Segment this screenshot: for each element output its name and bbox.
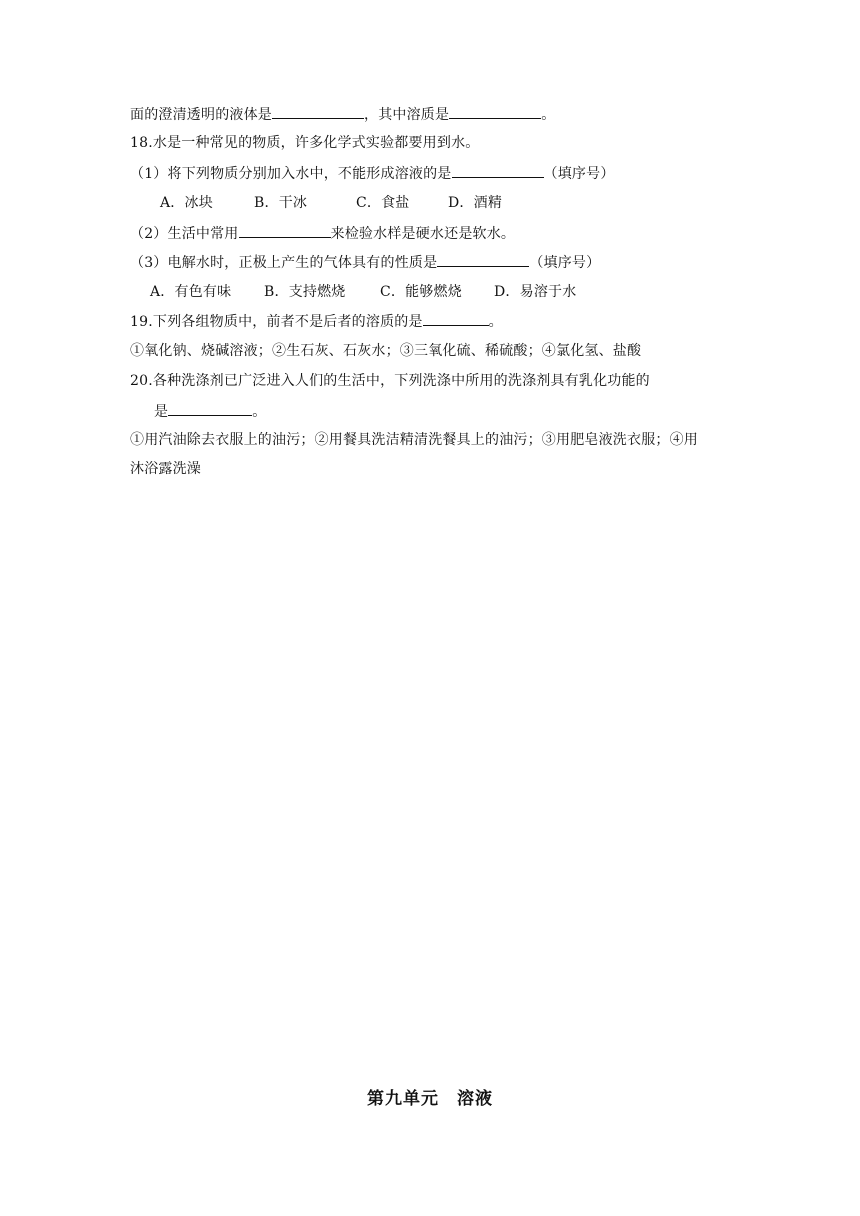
text: 19.下列各组物质中，前者不是后者的溶质的是: [130, 314, 423, 330]
question-18-part-1-options: [160, 193, 502, 213]
answer-blank[interactable]: [239, 223, 331, 238]
answer-blank[interactable]: [449, 104, 541, 119]
answer-blank[interactable]: [452, 163, 544, 178]
text: （填序号）: [543, 166, 615, 182]
answer-blank[interactable]: [272, 104, 364, 119]
option-a: A．有色有味: [150, 284, 232, 300]
answer-blank[interactable]: [437, 252, 529, 267]
option-d: D．易溶于水: [494, 284, 577, 300]
option-c: C．能够燃烧: [380, 284, 462, 300]
answer-blank[interactable]: [423, 311, 489, 326]
text: 。: [252, 404, 267, 420]
text: 面的澄清透明的液体是: [130, 107, 272, 123]
question-18-part-1: [130, 163, 615, 184]
question-18-part-3: [130, 252, 600, 273]
question-20-continuation: [154, 401, 266, 422]
text: （2）生活中常用: [130, 226, 239, 242]
text: 。: [488, 314, 503, 330]
unit-title: 第九单元 溶液: [367, 1089, 493, 1109]
text: 来检验水样是硬水还是软水。: [330, 226, 516, 242]
option-a: A．冰块: [160, 195, 213, 211]
option-c: C．食盐: [356, 195, 410, 211]
line-answer-continuation: [130, 104, 555, 125]
answer-blank[interactable]: [168, 401, 252, 416]
text: （填序号）: [529, 255, 601, 271]
option-b: B．干冰: [254, 195, 308, 211]
text: （3）电解水时，正极上产生的气体具有的性质是: [130, 255, 438, 271]
question-18-part-3-options: [150, 282, 576, 302]
question-20-items-line-1: ①用汽油除去衣服上的油污；②用餐具洗洁精清洗餐具上的油污；③用肥皂液洗衣服；④用: [130, 432, 698, 448]
text: ，其中溶质是: [364, 107, 450, 123]
text: 是: [154, 404, 169, 420]
question-18-part-2: [130, 223, 515, 244]
text: 。: [541, 107, 556, 123]
question-20-items-line-2: 沐浴露洗澡: [130, 461, 201, 477]
question-19-items: ①氧化钠、烧碱溶液；②生石灰、石灰水；③三氧化硫、稀硫酸；④氯化氢、盐酸: [130, 343, 642, 359]
question-20: 20.各种洗涤剂已广泛进入人们的生活中，下列洗涤中所用的洗涤剂具有乳化功能的: [130, 373, 650, 389]
option-b: B．支持燃烧: [264, 284, 346, 300]
option-d: D．酒精: [448, 195, 503, 211]
question-19: [130, 311, 503, 332]
question-18: 18.水是一种常见的物质，许多化学式实验都要用到水。: [130, 135, 480, 151]
text: （1）将下列物质分别加入水中，不能形成溶液的是: [130, 166, 452, 182]
